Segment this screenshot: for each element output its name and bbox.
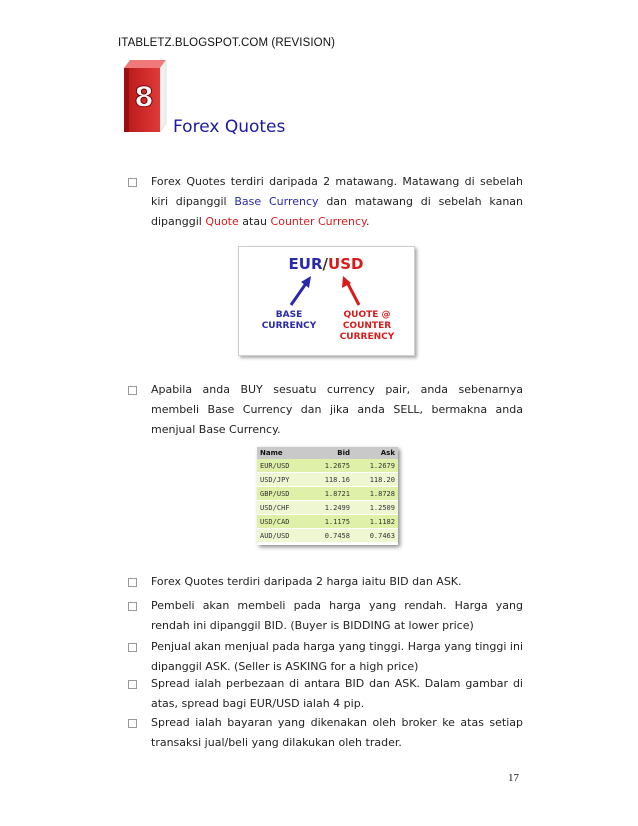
column-header-name: Name (257, 447, 308, 459)
bullet-box-icon (128, 643, 137, 652)
bullet-box-icon (128, 602, 137, 611)
pair-cell: USD/JPY (257, 473, 308, 487)
bullet-text: Spread ialah perbezaan di antara BID dan ASK. Dalam gambar di atas, spread bagi EUR/USD ialah 4 pip. (151, 677, 523, 710)
currency-pair-figure (238, 246, 415, 356)
column-header-bid: Bid (308, 447, 353, 459)
table-row (257, 487, 398, 501)
quote-label-line2: COUNTER (342, 321, 392, 331)
bid-cell: 1.1175 (308, 515, 353, 529)
quote-currency-code: USD (328, 255, 364, 273)
ask-cell: 1.1182 (353, 515, 398, 529)
quote-label-line3: CURRENCY (339, 332, 395, 342)
forex-quote-table-figure (257, 447, 398, 545)
bid-cell: 1.8721 (308, 487, 353, 501)
table-row (257, 515, 398, 529)
bullet-text: Forex Quotes terdiri daripada 2 harga iaitu BID dan ASK. (151, 575, 462, 588)
quote-label-line1: QUOTE @ (343, 310, 391, 320)
pair-cell: USD/CHF (257, 501, 308, 515)
bullet-box-icon (128, 719, 137, 728)
bullet-item (128, 172, 524, 234)
page-number: 17 (508, 772, 519, 784)
bullet-box-icon (128, 386, 137, 395)
bullet-text: Forex Quotes terdiri daripada 2 matawang. Matawang di sebelah kiri dipanggil Base Currency dan matawang di sebelah kanan dipanggil Quote atau Counter Currency. (151, 175, 524, 228)
bullet-text: Penjual akan menjual pada harga yang tinggi. Harga yang tinggi ini dipanggil ASK. (Seller is ASKING for a high price) (151, 640, 523, 673)
page-header: ITABLETZ.BLOGSPOT.COM (REVISION) (118, 37, 336, 49)
chapter-title: Forex Quotes (173, 117, 286, 137)
pair-cell: USD/CAD (257, 515, 308, 529)
bullet-box-icon (128, 178, 137, 187)
bullet-text: Pembeli akan membeli pada harga yang rendah. Harga yang rendah ini dipanggil BID. (Buyer is BIDDING at lower price) (151, 599, 523, 632)
bullet-item (128, 713, 523, 753)
table-row (257, 459, 398, 473)
table-row (257, 501, 398, 515)
bid-cell: 1.2499 (308, 501, 353, 515)
base-label-line1: BASE (275, 310, 303, 320)
book-icon (120, 58, 170, 134)
bid-cell: 0.7458 (308, 529, 353, 543)
bullet-box-icon (128, 578, 137, 587)
bid-cell: 118.16 (308, 473, 353, 487)
bullet-item (128, 674, 523, 714)
forex-quote-table (257, 447, 398, 543)
ask-cell: 0.7463 (353, 529, 398, 543)
bullet-item (128, 596, 523, 636)
bullet-text: Apabila anda BUY sesuatu currency pair, anda sebenarnya membeli Base Currency dan jika anda SELL, bermakna anda menjual Base Currency. (151, 383, 523, 436)
table-row (257, 473, 398, 487)
chapter-number: 8 (134, 80, 154, 113)
svg-text:EUR/USD (289, 255, 364, 273)
base-label-line2: CURRENCY (261, 321, 317, 331)
table-row (257, 529, 398, 543)
column-header-ask: Ask (353, 447, 398, 459)
base-currency-code: EUR (288, 255, 323, 273)
ask-cell: 1.8728 (353, 487, 398, 501)
ask-cell: 118.20 (353, 473, 398, 487)
bullet-item (128, 380, 523, 442)
bullet-box-icon (128, 680, 137, 689)
ask-cell: 1.2509 (353, 501, 398, 515)
pair-cell: AUD/USD (257, 529, 308, 543)
ask-cell: 1.2679 (353, 459, 398, 473)
bullet-item (128, 637, 523, 677)
pair-slash: / (322, 255, 329, 273)
pair-cell: EUR/USD (257, 459, 308, 473)
pair-cell: GBP/USD (257, 487, 308, 501)
bid-cell: 1.2675 (308, 459, 353, 473)
bullet-text: Spread ialah bayaran yang dikenakan oleh broker ke atas setiap transaksi jual/beli yang dilakukan oleh trader. (151, 716, 523, 749)
bullet-item (128, 572, 518, 592)
